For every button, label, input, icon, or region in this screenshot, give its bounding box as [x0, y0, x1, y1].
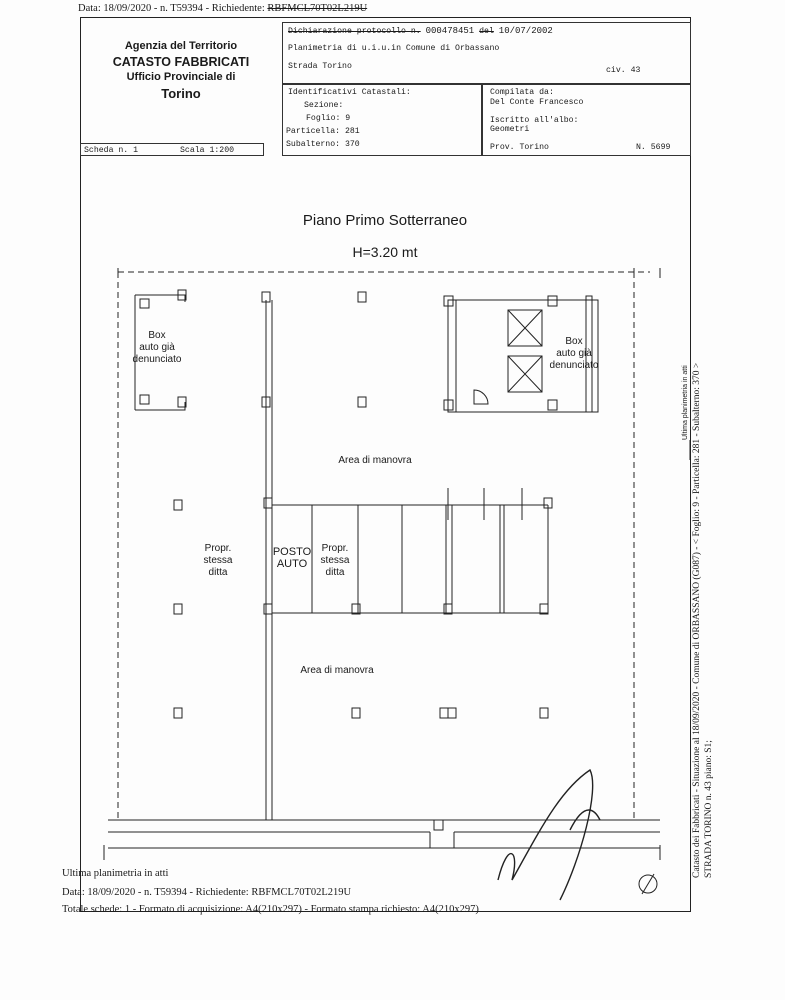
identifiers-sezione: Sezione:	[304, 101, 344, 110]
compiled-title: Compilata da:	[490, 88, 554, 97]
footer-totale-line: Totale schede: 1 - Formato di acquisizione: A4(210x297) - Formato stampa richiesto: A4(210x297)	[62, 904, 479, 915]
identifiers-foglio: Foglio: 9	[306, 114, 351, 123]
propr-left-label	[188, 543, 248, 579]
declaration-protocol: 000478451	[425, 26, 475, 36]
area-manovra-bottom: Area di manovra	[300, 665, 374, 676]
box-left-line2: auto già	[139, 342, 175, 353]
compiled-register: Iscritto all'albo:	[490, 116, 579, 125]
compiled-profession: Geometri	[490, 125, 530, 134]
top-requester-code: RBFMCL70T02L219U	[267, 3, 368, 14]
identifiers-subalterno: Subalterno: 370	[286, 140, 360, 149]
box-right-line1: Box	[565, 336, 583, 347]
agency-name: Agenzia del Territorio	[124, 40, 238, 52]
box-right-line2: auto già	[556, 348, 592, 359]
propr-mid-line2: stessa	[320, 555, 350, 566]
posto-line1: POSTO	[272, 546, 312, 558]
propr-left-line3: ditta	[208, 567, 228, 578]
declaration-label: Dichiarazione protocollo n.	[288, 27, 421, 36]
propr-left-line2: stessa	[203, 555, 233, 566]
agency-catasto: CATASTO FABBRICATI	[112, 55, 250, 69]
declaration-del: del	[479, 27, 494, 36]
area-manovra-top: Area di manovra	[338, 455, 412, 466]
box-left-label	[120, 330, 194, 366]
plan-side-stamp: Ultima planimetria in atti	[682, 365, 689, 440]
scheda-scale: Scala 1:200	[180, 146, 235, 155]
scheda-number: Scheda n. 1	[84, 146, 139, 155]
top-date: Data: 18/09/2020	[78, 3, 152, 14]
agency-city: Torino	[161, 86, 201, 101]
propr-mid-label	[312, 543, 358, 579]
compiled-province: Prov. Torino	[490, 143, 549, 152]
posto-auto-label	[270, 546, 314, 570]
propr-mid-line3: ditta	[325, 567, 345, 578]
box-right-line3: denunciato	[549, 360, 599, 371]
top-info-line: Data: 18/09/2020 - n. T59394 - Richiedente: RBFMCL70T02L219U	[78, 3, 368, 14]
planimetry-line: Planimetria di u.i.u.in Comune di Orbassano	[288, 44, 500, 53]
planimetry-civic: civ. 43	[606, 66, 641, 75]
box-right-label	[544, 336, 604, 372]
footer-data-line: Data: 18/09/2020 - n. T59394 - Richiedente: RBFMCL70T02L219U	[62, 887, 352, 898]
side-text-line2: STRADA TORINO n. 43 piano: S1;	[704, 740, 714, 878]
top-requester-label: Richiedente:	[211, 3, 265, 14]
planimetry-street: Strada Torino	[288, 62, 352, 71]
box-left-line3: denunciato	[132, 354, 182, 365]
top-number: n. T59394	[159, 3, 203, 14]
compiled-name: Del Conte Francesco	[490, 98, 584, 107]
identifiers-title: Identificativi Catastali:	[288, 88, 411, 97]
propr-mid-line1: Propr.	[321, 543, 349, 554]
posto-line2: AUTO	[276, 558, 308, 570]
plan-title: Piano Primo Sotterraneo	[302, 212, 468, 229]
box-left-line1: Box	[148, 330, 166, 341]
propr-left-line1: Propr.	[204, 543, 232, 554]
declaration-date: 10/07/2002	[498, 26, 553, 36]
identifiers-particella: Particella: 281	[286, 127, 360, 136]
footer-last-plan: Ultima planimetria in atti	[62, 868, 169, 879]
agency-office: Ufficio Provinciale di	[126, 71, 236, 83]
plan-height: H=3.20 mt	[352, 244, 418, 260]
compiled-number: N. 5699	[636, 143, 671, 152]
side-text-line1: Catasto dei Fabbricati - Situazione al 18/09/2020 - Comune di ORBASSANO (G087) - < Foglio: 9 - Particella: 281 - Subalterno: 370 >	[692, 362, 702, 878]
